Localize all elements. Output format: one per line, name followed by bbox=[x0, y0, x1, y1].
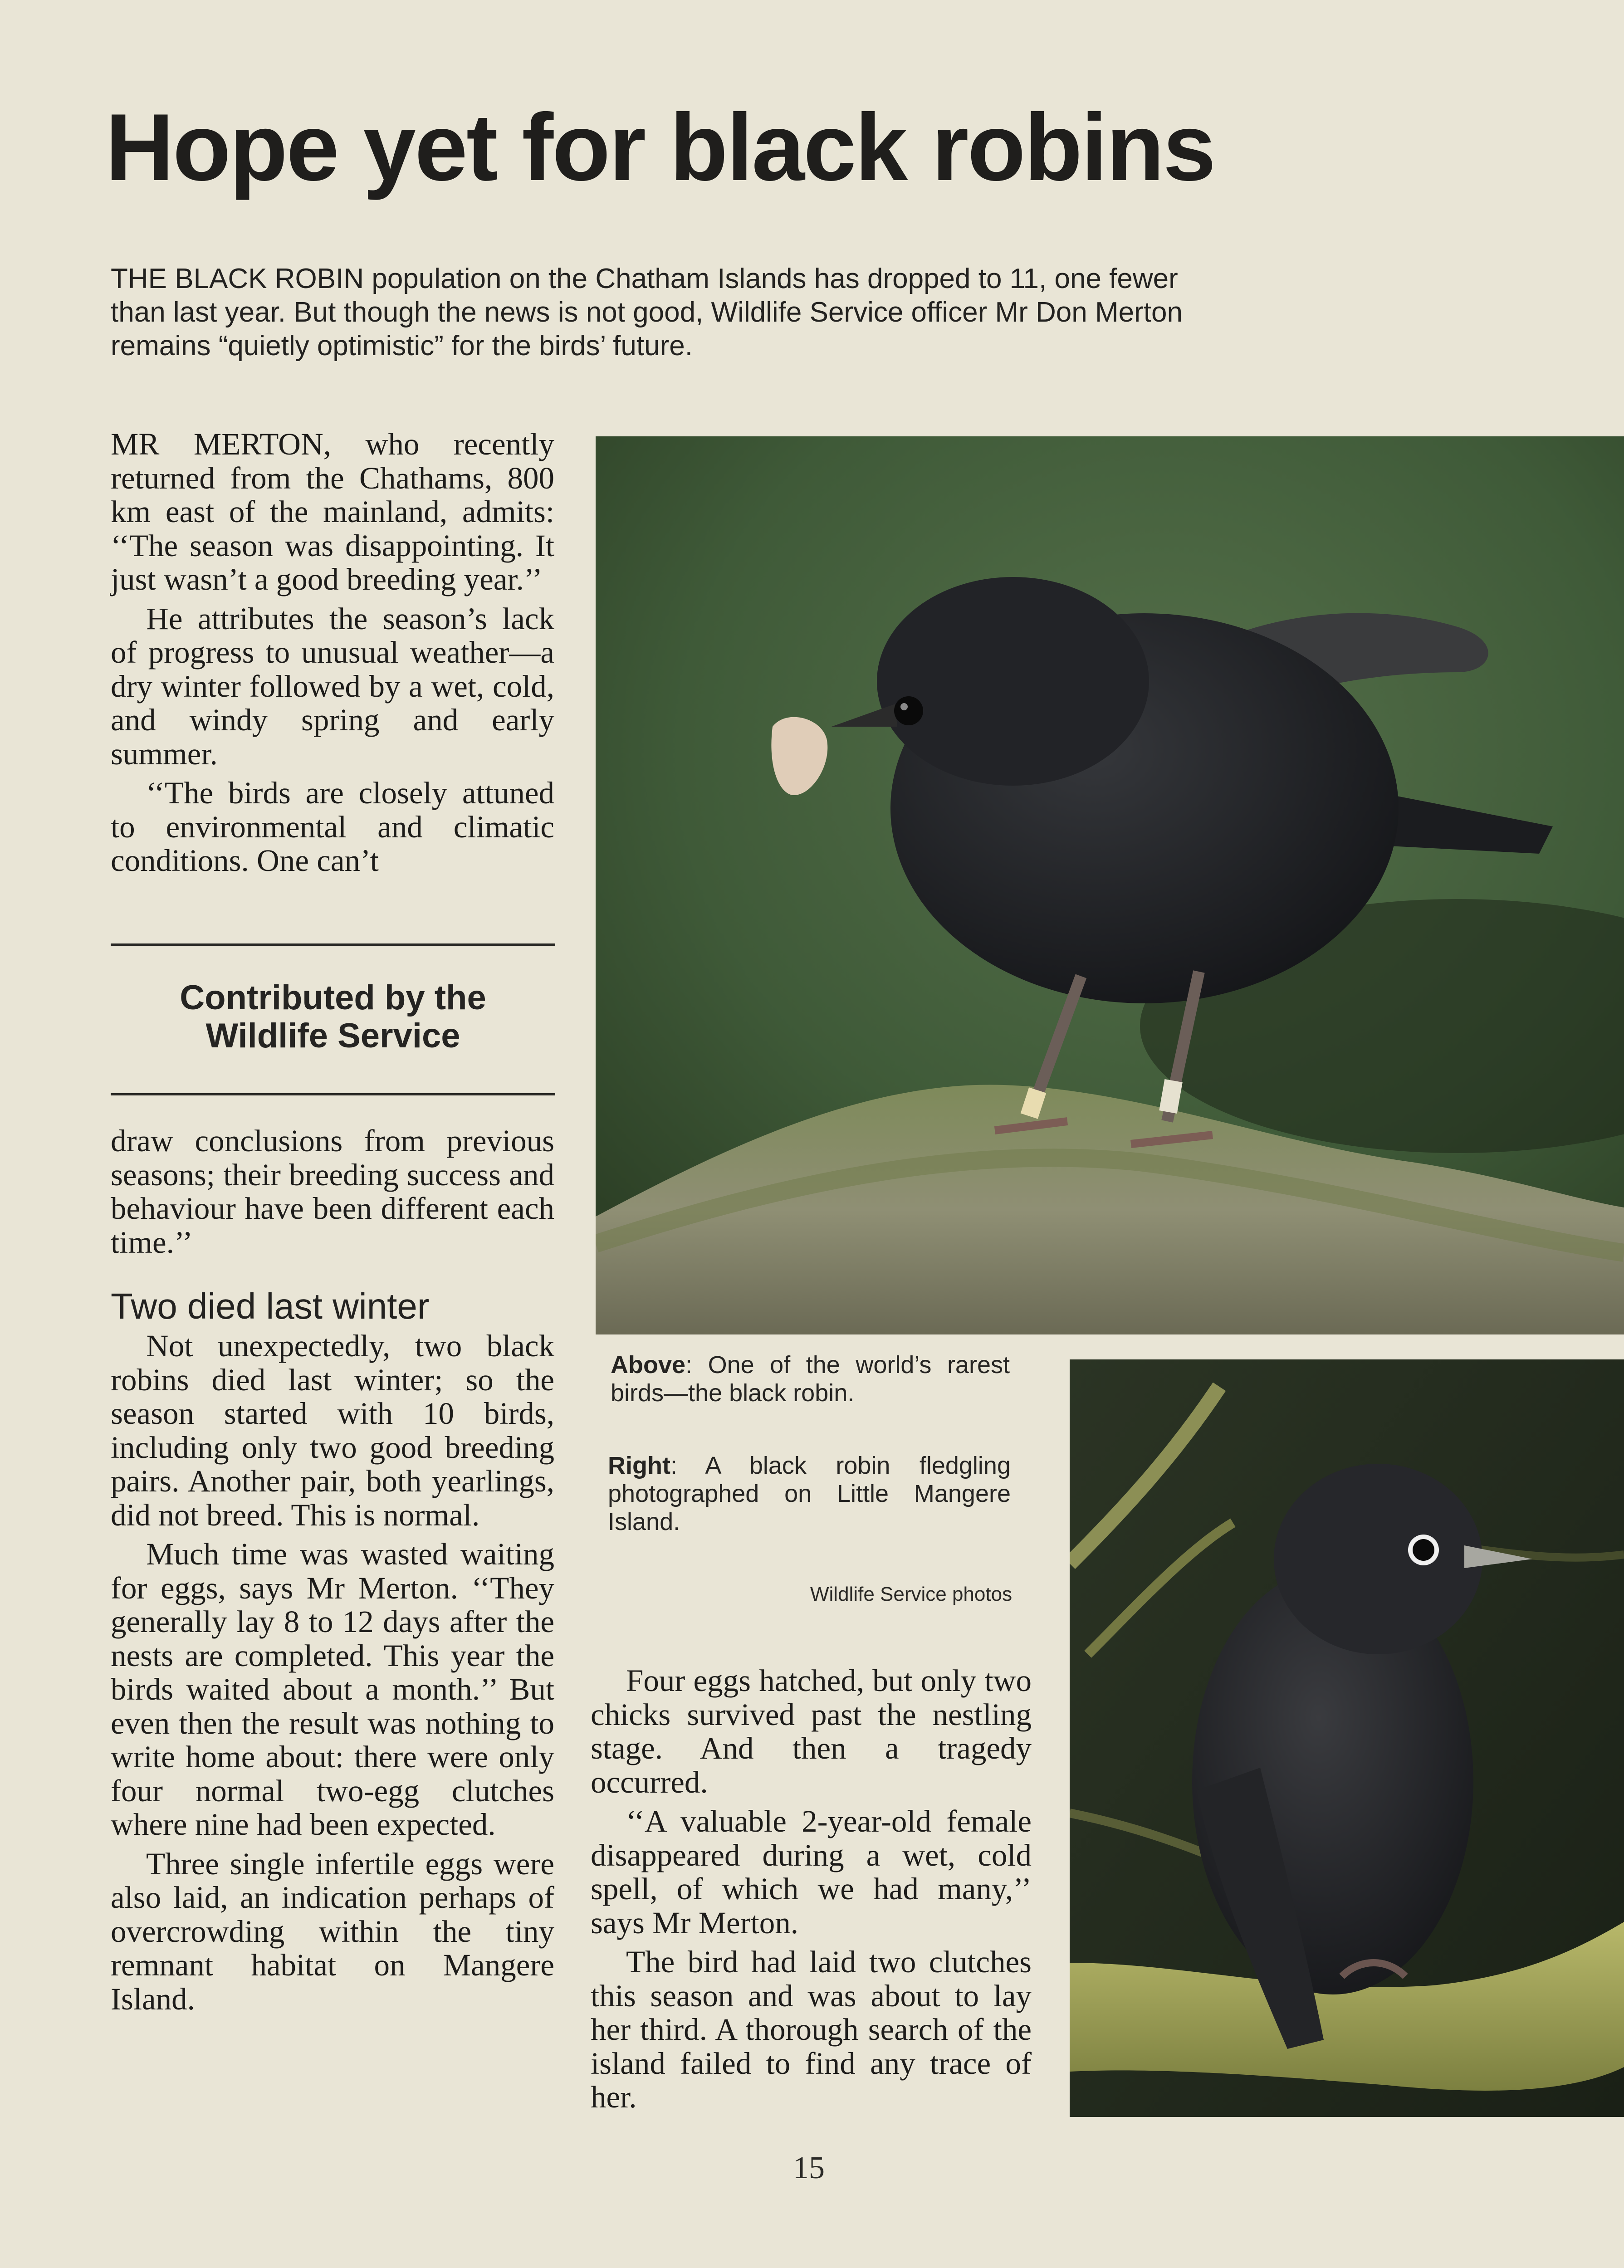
caption-right bbox=[608, 1452, 1011, 1536]
black-robin-image bbox=[596, 436, 1624, 1334]
paragraph: The bird had laid two clutches this season and was about to lay her third. A thorough search of the island failed to find any trace of her. bbox=[591, 1945, 1032, 2114]
paragraph: Much time was wasted waiting for eggs, says Mr Merton. ‘‘They generally lay 8 to 12 days after the nests are completed. This year the birds waited about a month.’’ But even then the result was nothing to write home about: there were only four normal two-egg clutches where nine had been expected. bbox=[111, 1537, 554, 1842]
caption-label: Right bbox=[608, 1452, 670, 1479]
black-robin-photo bbox=[596, 436, 1624, 1334]
paragraph: Not unexpectedly, two black robins died last winter; so the season started with 10 birds, including only two good breeding pairs. Another pair, both yearlings, did not breed. This is normal. bbox=[111, 1329, 554, 1532]
column-2 bbox=[591, 1664, 1032, 2114]
robin-fledgling-photo bbox=[1070, 1359, 1624, 2117]
divider-rule bbox=[111, 1093, 555, 1095]
contributor-box bbox=[111, 979, 555, 1055]
divider-rule bbox=[111, 943, 555, 946]
caption-above bbox=[611, 1351, 1010, 1407]
photo-credit: Wildlife Service photos bbox=[810, 1583, 1013, 1605]
subheading: Two died last winter bbox=[111, 1286, 430, 1326]
article-intro: THE BLACK ROBIN population on the Chatham Islands has dropped to 11, one fewer than last year. But though the news is not good, Wildlife Service officer Mr Don Merton remains “quietly optimistic” for the birds’ future. bbox=[111, 263, 1183, 362]
page-number: 15 bbox=[793, 2151, 825, 2185]
paragraph: draw conclusions from previous seasons; their breeding success and behaviour have been different each time.’’ bbox=[111, 1124, 554, 1260]
paragraph: ‘‘A valuable 2-year-old female disappeared during a wet, cold spell, of which we had many,’’ says Mr Merton. bbox=[591, 1804, 1032, 1940]
caption-text: : A black robin fledgling photographed on Little Mangere Island. bbox=[608, 1452, 1011, 1535]
paragraph: MR MERTON, who recently returned from the Chathams, 800 km east of the mainland, admits: ‘‘The season was disappointing. It just wasn’t a good breeding year.’’ bbox=[111, 427, 554, 596]
column-1-top bbox=[111, 427, 554, 878]
column-1-bottom bbox=[111, 1329, 554, 2016]
column-1-continued bbox=[111, 1124, 554, 1259]
paragraph: Three single infertile eggs were also laid, an indication perhaps of overcrowding within the tiny remnant habitat on Mangere Island. bbox=[111, 1846, 554, 2016]
robin-fledgling-image bbox=[1070, 1359, 1624, 2117]
paragraph: ‘‘The birds are closely attuned to environmental and climatic conditions. One can’t bbox=[111, 776, 554, 878]
contributor-name: Wildlife Service bbox=[205, 1017, 460, 1055]
article-title: Hope yet for black robins bbox=[105, 94, 1215, 200]
caption-text: : One of the world’s rarest birds—the black robin. bbox=[611, 1351, 1010, 1407]
caption-label: Above bbox=[611, 1351, 686, 1378]
contributor-line: Contributed by the bbox=[180, 978, 486, 1017]
paragraph: He attributes the season’s lack of progress to unusual weather—a dry winter followed by a wet, cold, and windy spring and early summer. bbox=[111, 601, 554, 771]
paragraph: Four eggs hatched, but only two chicks survived past the nestling stage. And then a tragedy occurred. bbox=[591, 1663, 1032, 1799]
